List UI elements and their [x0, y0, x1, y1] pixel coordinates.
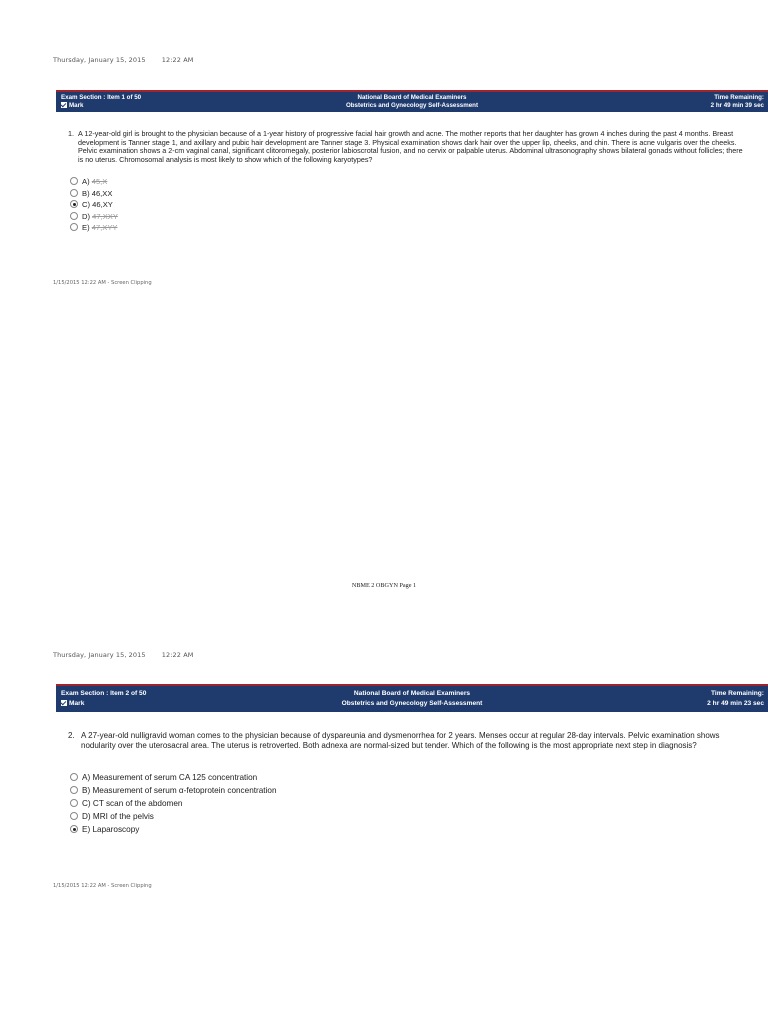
question-stem: A 12-year-old girl is brought to the physician because of a 1-year history of progressive facial hair growth and acne. The mother reports that her daughter has grown 4 inches during the past 4 months. Breast development is Tanner stage 1, and axillary and pubic hair development are Tanner stage 3. Physical examination shows dark hair over the upper lip, cheeks, and chin. There is acne vulgaris over the cheeks. Pelvic examination shows a 2-cm vaginal canal, significant clitoromegaly, posterior labioscrotal fusion, and no cervix or palpable uterus. Abdominal ultrasonography shows bilateral gonads without follicles; there is no uterus. Chromosomal analysis is most likely to show which of the following karyotypes? [78, 129, 743, 164]
choice-a[interactable] [70, 176, 118, 188]
choice-text: Laparoscopy [92, 825, 140, 834]
choice-text: CT scan of the abdomen [92, 799, 183, 808]
mark-label: Mark [69, 102, 84, 109]
header-center [56, 94, 768, 110]
radio-button[interactable] [70, 212, 78, 220]
radio-button[interactable] [70, 786, 78, 794]
assessment-name: Obstetrics and Gynecology Self-Assessment [341, 699, 483, 707]
choice-d[interactable] [70, 810, 277, 823]
radio-button[interactable] [70, 799, 78, 807]
header-right [707, 689, 764, 708]
radio-button-selected[interactable] [70, 200, 78, 208]
question-1 [68, 130, 748, 164]
radio-button[interactable] [70, 177, 78, 185]
org-name: National Board of Medical Examiners [353, 690, 471, 697]
choice-c[interactable] [70, 797, 277, 810]
choice-e[interactable] [70, 222, 118, 234]
exam-header-bar [56, 684, 768, 712]
choice-letter: B) [82, 188, 90, 198]
choice-b[interactable] [70, 784, 277, 797]
choice-letter: B) [82, 786, 91, 795]
choice-text: Measurement of serum α-fetoprotein concentration [92, 786, 277, 795]
choice-a[interactable] [70, 771, 277, 784]
screen-clipping-note: 1/15/2015 12:22 AM - Screen Clipping [53, 280, 152, 286]
radio-button-selected[interactable] [70, 825, 78, 833]
radio-button[interactable] [70, 189, 78, 197]
choice-b[interactable] [70, 188, 118, 200]
date-text: Thursday, January 15, 2015 [53, 651, 146, 659]
choice-letter: A) [82, 177, 90, 186]
date-stamp [53, 56, 193, 64]
choice-text: 47,XXY [92, 211, 118, 221]
choice-text: Measurement of serum CA 125 concentration [92, 773, 258, 782]
choice-text: 47,XYY [91, 223, 118, 233]
time-remaining-label: Time Remaining: [714, 94, 764, 101]
question-number: 2. [68, 731, 75, 740]
header-right [711, 94, 764, 110]
radio-button[interactable] [70, 773, 78, 781]
question-number: 1. [68, 129, 74, 138]
date-text: Thursday, January 15, 2015 [53, 56, 146, 64]
radio-button[interactable] [70, 223, 78, 231]
choice-letter: D) [82, 211, 91, 221]
radio-button[interactable] [70, 812, 78, 820]
question-2 [68, 731, 740, 752]
choice-letter: D) [82, 812, 91, 821]
answer-choices-1 [70, 176, 118, 234]
exam-section-label: Exam Section : Item 2 of 50 [61, 690, 147, 697]
choice-letter: C) [82, 200, 91, 210]
time-text: 12:22 AM [161, 651, 194, 659]
date-stamp [53, 651, 193, 659]
choice-d[interactable] [70, 211, 118, 223]
time-remaining-value: 2 hr 49 min 23 sec [707, 699, 764, 707]
choice-letter: E) [82, 223, 90, 233]
choice-letter: A) [82, 773, 91, 782]
screen-clipping-note: 1/15/2015 12:22 AM - Screen Clipping [53, 883, 152, 889]
choice-letter: E) [82, 825, 91, 834]
page-footer: NBME 2 OBGYN Page 1 [351, 582, 417, 589]
choice-text: 46,XY [92, 200, 113, 210]
choice-text: 46,XX [91, 188, 113, 198]
time-remaining-value: 2 hr 49 min 39 sec [710, 102, 764, 109]
time-text: 12:22 AM [161, 56, 194, 64]
question-stem: A 27-year-old nulligravid woman comes to the physician because of dyspareunia and dysmenorrhea for 2 years. Menses occur at regular 28-day intervals. Pelvic examination shows nodularity over the uterosacral area. The uterus is retroverted. Both adnexa are normal-sized but tender. Which of the following is the most appropriate next step in diagnosis? [81, 731, 720, 751]
choice-c[interactable] [70, 199, 118, 211]
org-name: National Board of Medical Examiners [357, 94, 467, 101]
choice-letter: C) [82, 799, 91, 808]
exam-section-label: Exam Section : Item 1 of 50 [61, 94, 142, 101]
mark-label: Mark [69, 699, 85, 707]
choice-text: MRI of the pelvis [92, 812, 154, 821]
choice-e[interactable] [70, 823, 277, 836]
exam-header-bar [56, 90, 768, 112]
time-remaining-label: Time Remaining: [710, 690, 764, 697]
assessment-name: Obstetrics and Gynecology Self-Assessment [345, 102, 479, 109]
header-center [56, 689, 768, 708]
choice-text: 45,X [91, 177, 108, 186]
answer-choices-2 [70, 771, 277, 836]
